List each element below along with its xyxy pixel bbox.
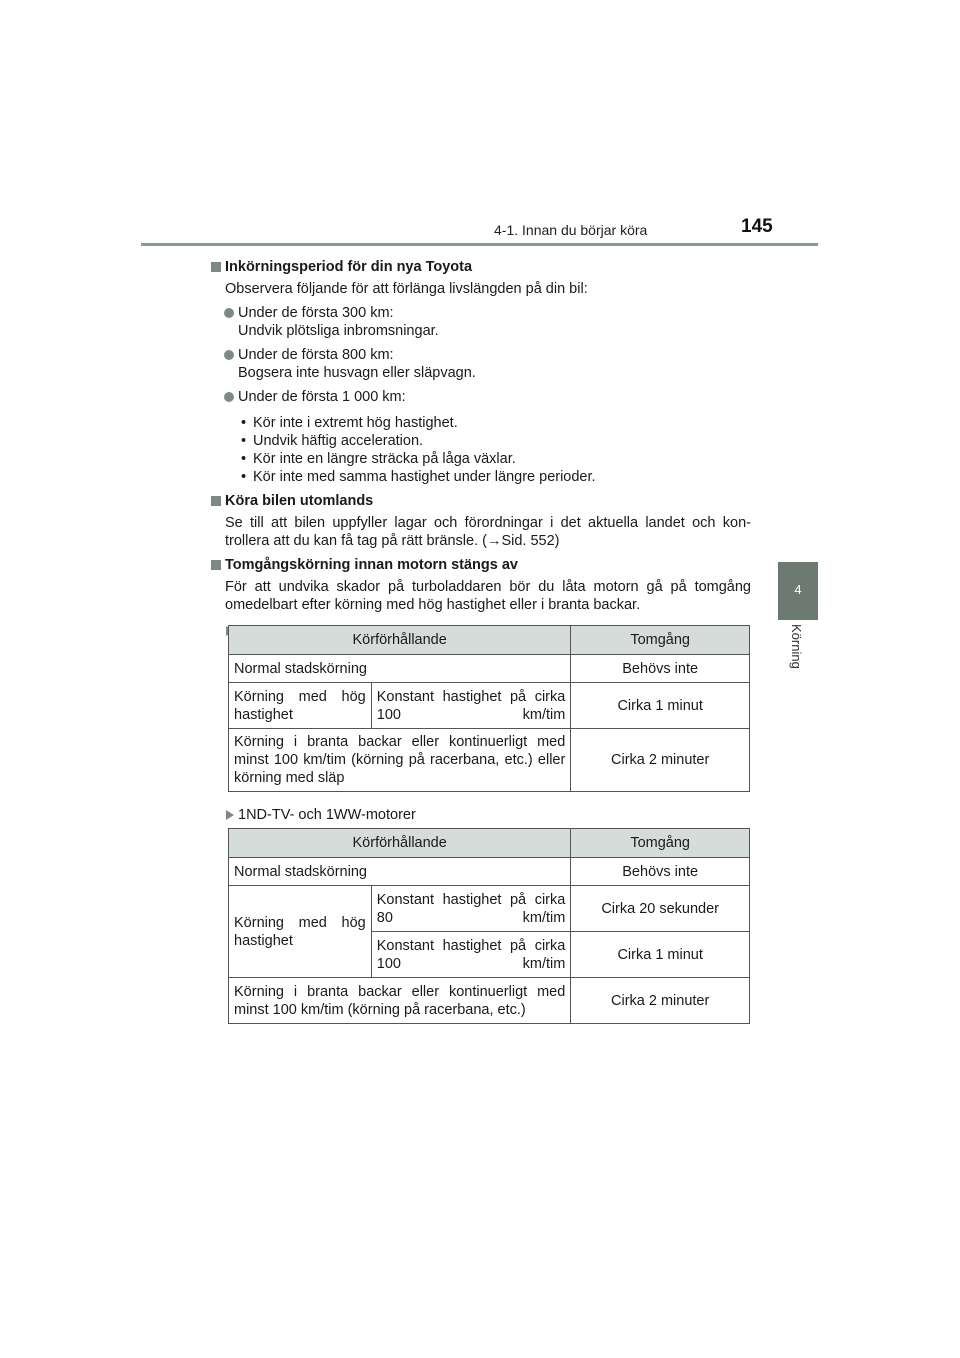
page-number: 145 [741,216,773,237]
table-cell: Körning i branta backar eller kontinuerligt med minst 100 km/tim (körning på racerbana, etc.) [229,978,571,1024]
sub-list [211,414,751,486]
sub-list-item: • Kör inte i extremt hög hastighet. [241,414,751,432]
table-cell: Konstant hastighet på cirka 100 km/tim [371,683,571,729]
table-row [229,978,750,1024]
column-header: Tomgång [571,829,750,858]
table-cell: Normal stadskörning [229,858,571,886]
circle-bullet-icon [224,350,234,360]
table-header-row [229,829,750,858]
chapter-label [786,624,810,704]
table-cell: Körning med hög hastighet [229,886,372,978]
header-rule [141,243,818,246]
square-bullet-icon [211,262,221,272]
column-header: Körförhållande [229,829,571,858]
triangle-bullet-icon [226,810,234,820]
section-heading-breakin: Inkörningsperiod för din nya Toyota [211,258,751,276]
column-header: Körförhållande [229,626,571,655]
table-cell: Cirka 20 sekunder [571,886,750,932]
idle-text: För att undvika skador på turboladdaren bör du låta motorn gå på tomgång omedelbart efter körning med hög hastighet eller i branta backar. [225,579,751,613]
idle-table-1nd [228,828,750,1024]
table-cell: Behövs inte [571,655,750,683]
engine-label-2: 1ND-TV- och 1WW-motorer [211,806,416,824]
table-cell: Cirka 1 minut [571,932,750,978]
main-content [211,254,751,640]
sub-list-item: • Kör inte en längre sträcka på låga växlar. [241,450,751,468]
chapter-label-text: Körning [789,624,804,669]
header-section-title: 4-1. Innan du börjar köra [494,222,648,238]
table-row [229,683,750,729]
table-cell: Behövs inte [571,858,750,886]
table-cell: Normal stadskörning [229,655,571,683]
breakin-intro: Observera följande för att förlänga livslängden på din bil: [225,281,588,297]
idle-table-8nr [228,625,750,792]
table-row [229,858,750,886]
circle-bullet-icon [224,392,234,402]
section-heading-idle: Tomgångskörning innan motorn stängs av [211,556,751,574]
square-bullet-icon [211,560,221,570]
chapter-number: 4 [794,582,802,597]
table-cell: Konstant hastighet på cirka 100 km/tim [371,932,571,978]
table-row [229,886,750,932]
list-item: Under de första 1 000 km: [211,388,751,406]
table-header-row [229,626,750,655]
circle-bullet-icon [224,308,234,318]
chapter-tab[interactable] [778,562,818,620]
square-bullet-icon [211,496,221,506]
table-cell: Konstant hastighet på cirka 80 km/tim [371,886,571,932]
table-cell: Körning i branta backar eller kontinuerligt med minst 100 km/tim (körning på racerbana, etc.) eller körning med släp [229,729,571,792]
list-item: Under de första 800 km: Bogsera inte husvagn eller släpvagn. [211,346,751,382]
abroad-text: Se till att bilen uppfyller lagar och förordningar i det aktuella landet och kon-trollera att du kan få tag på rätt bränsle. (→Sid. 552) [225,515,751,549]
table-row [229,655,750,683]
table-cell: Cirka 1 minut [571,683,750,729]
column-header: Tomgång [571,626,750,655]
table-cell: Cirka 2 minuter [571,978,750,1024]
sub-list-item: • Kör inte med samma hastighet under längre perioder. [241,468,751,486]
section-heading-abroad: Köra bilen utomlands [211,492,751,510]
table-cell: Cirka 2 minuter [571,729,750,792]
sub-list-item: • Undvik häftig acceleration. [241,432,751,450]
list-item: Under de första 300 km: Undvik plötsliga inbromsningar. [211,304,751,340]
table-row [229,729,750,792]
table-cell: Körning med hög hastighet [229,683,372,729]
